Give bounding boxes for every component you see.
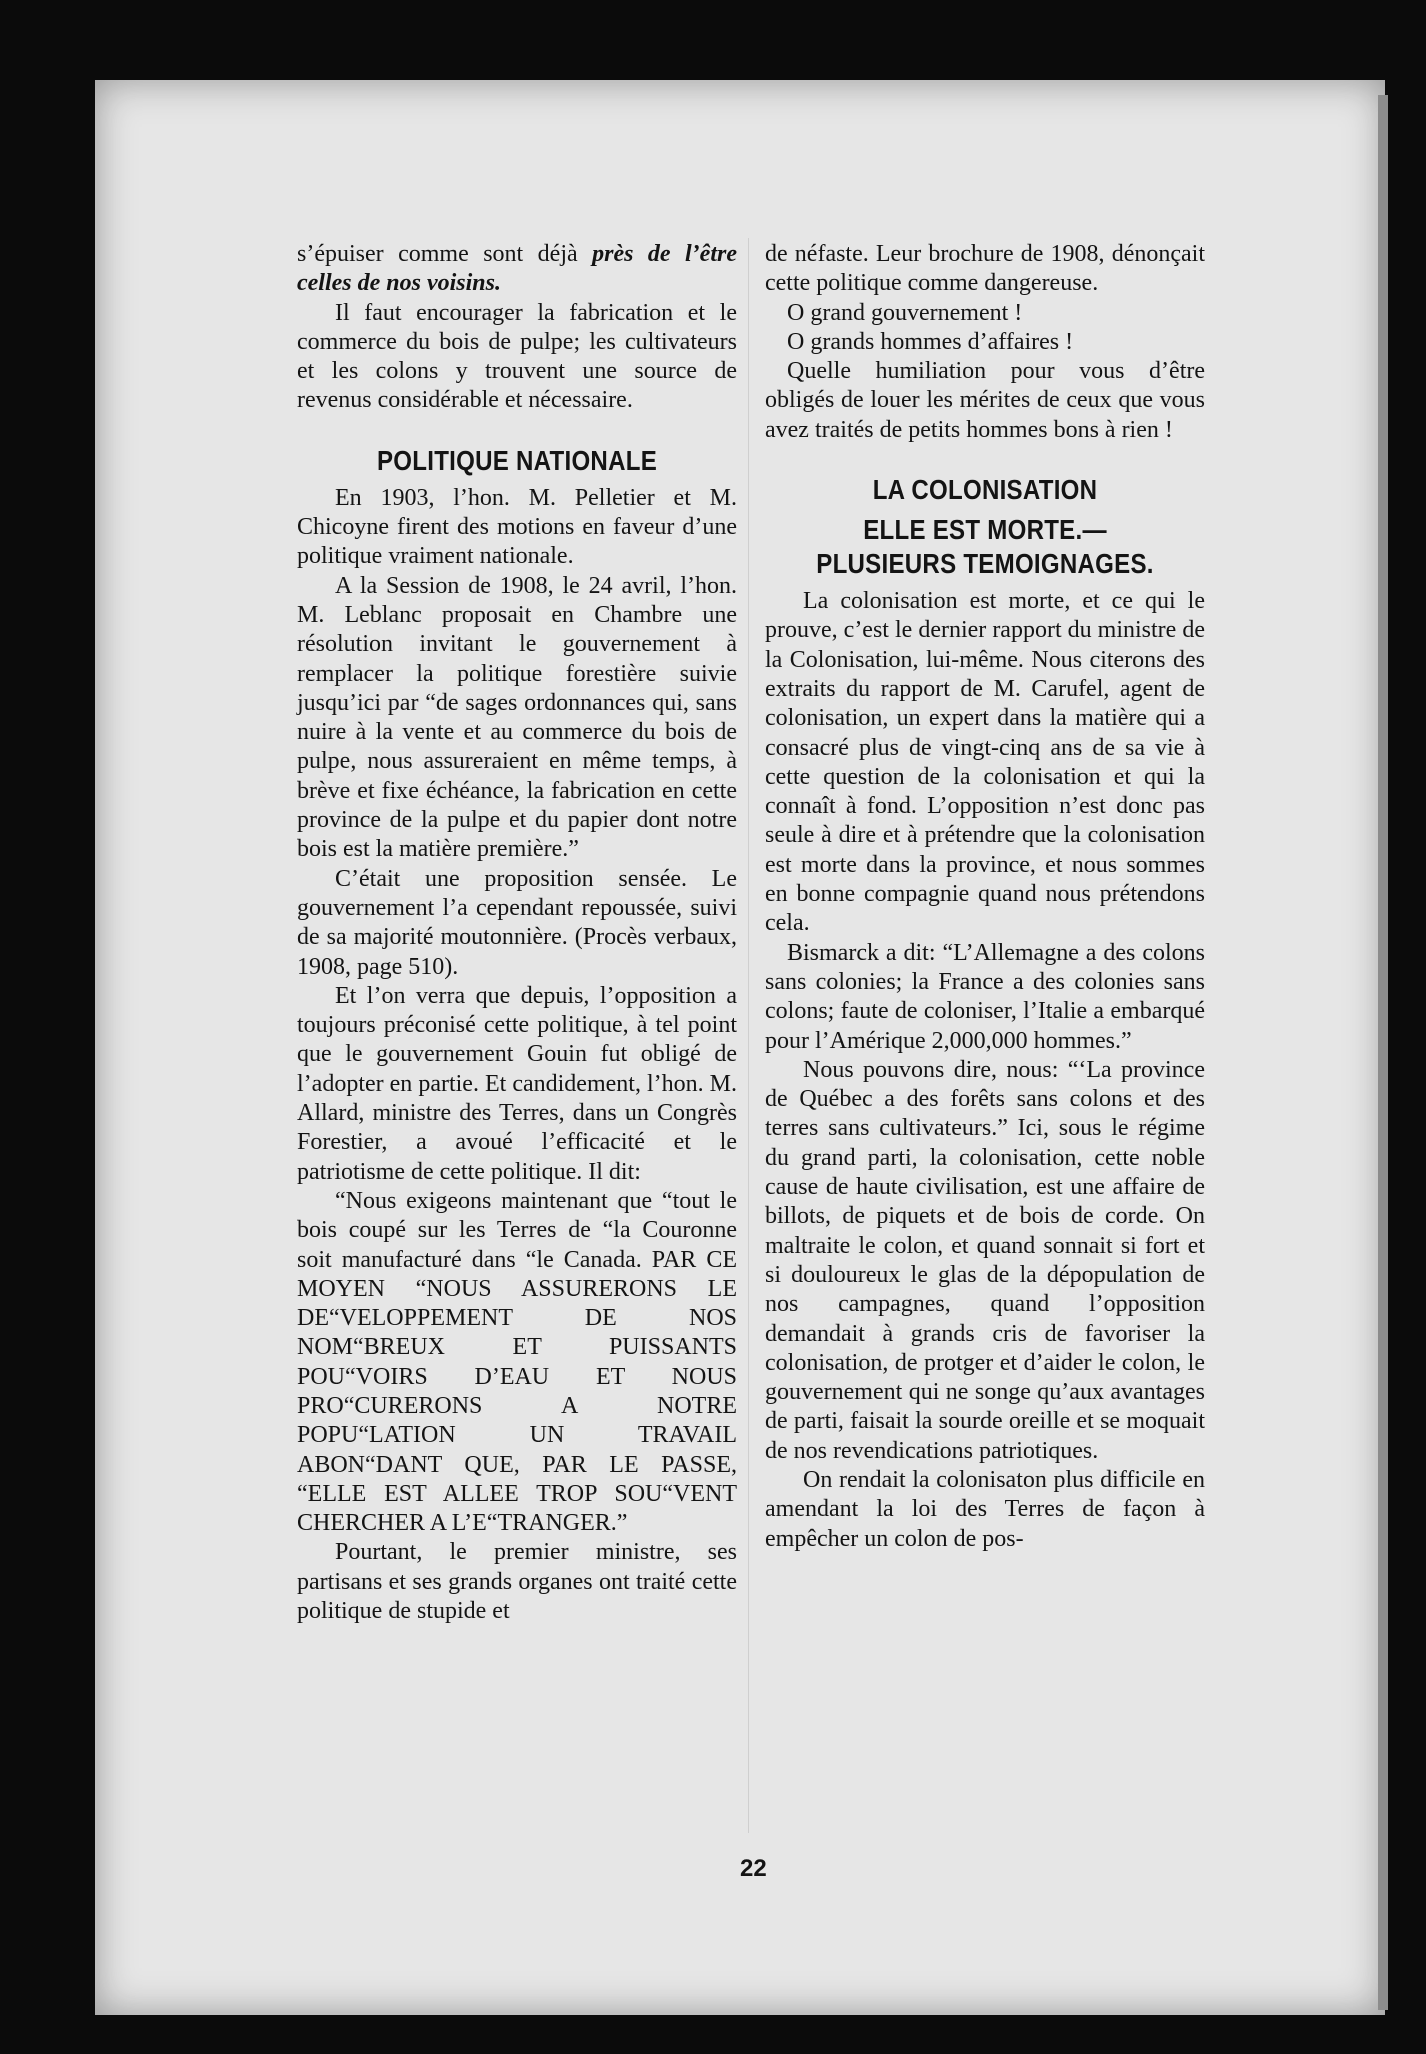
emphasis-text: près de l’être celles de nos voisins.: [297, 241, 737, 297]
paragraph: Et l’on verra que depuis, l’opposition a toujours préconisé cette politique, à tel point que le gouvernement Gouin fut obligé de l’adopter en partie. Et candidement, l’hon. M. Allard, ministre des Terres, dans un Congrès Forestier, a avoué l’efficacité et le patriotisme de cette politique. Il dit:: [297, 982, 737, 1185]
paragraph: Bismarck a dit: “L’Allemagne a des colons sans colonies; la France a des colonies sans colons; faute de coloniser, l’Italie a embarqué pour l’Amérique 2,000,000 hommes.”: [765, 939, 1205, 1054]
paragraph: En 1903, l’hon. M. Pelletier et M. Chicoyne firent des motions en faveur d’une politique vraiment nationale.: [297, 484, 737, 570]
section-subheading: ELLE EST MORTE.—PLUSIEURS TEMOIGNAGES.: [816, 514, 1154, 580]
left-column: [297, 240, 737, 1626]
page-edge: [1378, 95, 1388, 2010]
section-heading: POLITIQUE NATIONALE: [376, 444, 658, 476]
quote-caps-text: PAR CE MOYEN “NOUS ASSURERONS LE DE“VELOPPEMENT DE NOS NOM“BREUX ET PUISSANTS POU“VOIRS D’EAU ET NOUS PRO“CURERONS A NOTRE POPU“LATION UN TRAVAIL ABON“DANT QUE, PAR LE PASSE, “ELLE EST ALLEE TROP SOU“VENT CHERCHER A L’E“TRANGER.”: [297, 1246, 737, 1537]
quote-text: “Nous exigeons maintenant que “tout le bois coupé sur les Terres de “la Couronne soit manufacturé dans “le Canada.: [297, 1187, 737, 1273]
paragraph: Il faut encourager la fabrication et le commerce du bois de pulpe; les cultivateurs et les colons y trouvent une source de revenus considérable et nécessaire.: [297, 299, 737, 414]
page-number: 22: [740, 1855, 767, 1882]
paragraph: La colonisation est morte, et ce qui le prouve, c’est le dernier rapport du ministre de la Colonisation, lui-même. Nous citerons des extraits du rapport de M. Carufel, agent de colonisation, un expert dans la matière qui a consacré plus de vingt-cinq ans de sa vie à cette question de la colonisation et qui la connaît à fond. L’opposition n’est donc pas seule à dire et à prétendre que la colonisation est morte dans la province, et nous sommes en bonne compagnie quand nous prétendons cela.: [765, 588, 1205, 937]
paragraph: A la Session de 1908, le 24 avril, l’hon. M. Leblanc proposait en Chambre une résolution invitant le gouvernement à remplacer la politique forestière suivie jusqu’ici par “de sages ordonnances qui, sans nuire à la vente et au commerce du bois de pulpe, nous assureraient en même temps, à brève et fixe échéance, la fabrication en cette province de la pulpe et du papier dont notre bois est la matière première.”: [297, 572, 737, 863]
paragraph-text: s’épuiser comme sont déjà: [297, 241, 578, 267]
paragraph: O grands hommes d’affaires !: [787, 328, 1074, 355]
paragraph: On rendait la colonisaton plus difficile en amendant la loi des Terres de façon à empêcher un colon de pos-: [765, 1466, 1205, 1552]
paragraph: Nous pouvons dire, nous: “‘La province de Québec a des forêts sans colons et des terres sans cultivateurs.” Ici, sous le régime du grand parti, la colonisation, cette noble cause de haute civilisation, est une affaire de billots, de piquets et de bois de corde. On maltraite le colon, et quand sonnait si fort et si douloureux le glas de la dépopulation de nos campagnes, quand l’opposition demandait à grands cris de favoriser la colonisation, de protger et d’aider le colon, le gouvernement qui ne songe qu’aux avantages de parti, faisait la sourde oreille et se moquait de nos revendications patriotiques.: [765, 1056, 1205, 1464]
right-column: [765, 240, 1205, 1554]
quote-paragraph: [297, 1187, 737, 1539]
paragraph: [297, 240, 737, 299]
paragraph: C’était une proposition sensée. Le gouvernement l’a cependant repoussée, suivi de sa majorité moutonnière. (Procès verbaux, 1908, page 510).: [297, 865, 737, 980]
section-heading: LA COLONISATION: [872, 474, 1098, 506]
paragraph: Quelle humiliation pour vous d’être obligés de louer les mérites de ceux que vous avez traités de petits hommes bons à rien !: [765, 358, 1205, 443]
paragraph: Pourtant, le premier ministre, ses partisans et ses grands organes ont traité cette politique de stupide et: [297, 1539, 737, 1625]
paragraph: de néfaste. Leur brochure de 1908, dénonçait cette politique comme dangereuse.: [765, 241, 1205, 297]
paragraph: O grand gouvernement !: [787, 299, 1023, 326]
column-divider: [748, 238, 749, 1833]
